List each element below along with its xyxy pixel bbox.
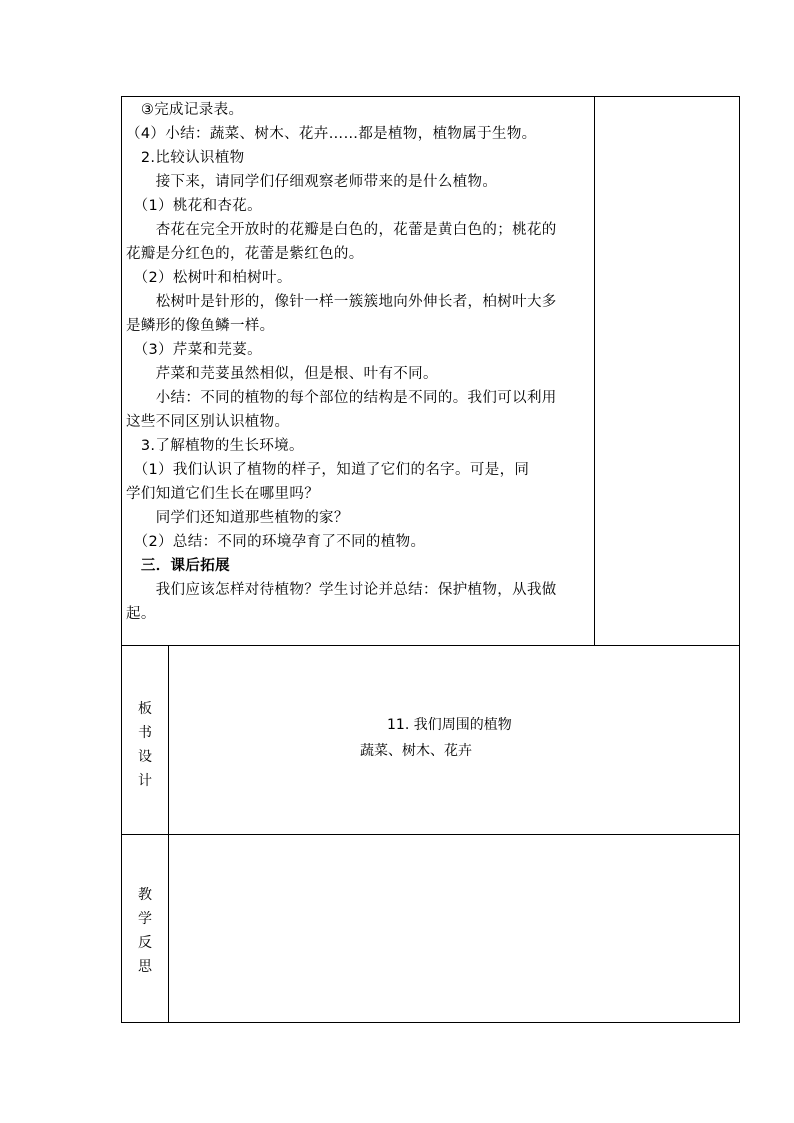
paragraph: 芹菜和芫荽虽然相似，但是根、叶有不同。 xyxy=(126,366,438,382)
label-char: 反 xyxy=(138,935,152,951)
paragraph: （3）芹菜和芫荽。 xyxy=(126,342,262,358)
paragraph: （1）我们认识了植物的样子，知道了它们的名字。可是，同 xyxy=(126,462,530,478)
board-title: 11. 我们周围的植物 xyxy=(387,717,512,733)
paragraph: 是鳞形的像鱼鳞一样。 xyxy=(126,318,275,334)
paragraph: 接下来，请同学们仔细观察老师带来的是什么植物。 xyxy=(126,174,498,190)
table-left-border xyxy=(121,96,122,1023)
table-top-border xyxy=(121,96,740,97)
row-divider-board xyxy=(121,645,740,646)
paragraph: 这些不同区别认识植物。 xyxy=(126,414,290,430)
paragraph: （2）松树叶和柏树叶。 xyxy=(126,270,292,286)
label-char: 计 xyxy=(138,773,152,789)
paragraph: 我们应该怎样对待植物？学生讨论并总结：保护植物，从我做 xyxy=(126,582,557,598)
section-heading: 2.比较认识植物 xyxy=(126,150,245,166)
paragraph: 同学们还知道那些植物的家？ xyxy=(126,510,349,526)
label-char: 学 xyxy=(138,911,152,927)
paragraph: 松树叶是针形的，像针一样一簇簇地向外伸长者，柏树叶大多 xyxy=(126,294,557,310)
paragraph: 小结：不同的植物的每个部位的结构是不同的。我们可以利用 xyxy=(126,390,557,406)
label-column-divider xyxy=(168,645,169,1023)
table-bottom-border xyxy=(121,1022,740,1023)
section-heading: 3.了解植物的生长环境。 xyxy=(126,438,304,454)
section-heading-bold: 三．课后拓展 xyxy=(126,558,230,574)
label-char: 设 xyxy=(138,749,152,765)
table-right-border xyxy=(739,96,740,1023)
paragraph: （2）总结：不同的环境孕育了不同的植物。 xyxy=(126,534,426,550)
row-divider-reflection xyxy=(121,834,740,835)
board-subtitle: 蔬菜、树木、花卉 xyxy=(360,743,472,759)
label-char: 书 xyxy=(138,725,152,741)
paragraph: （1）桃花和杏花。 xyxy=(126,198,262,214)
label-char: 教 xyxy=(138,887,152,903)
label-char: 板 xyxy=(138,701,152,717)
label-char: 思 xyxy=(138,959,152,975)
paragraph: （4）小结：蔬菜、树木、花卉……都是植物，植物属于生物。 xyxy=(126,126,537,142)
content-right-divider xyxy=(594,96,595,646)
paragraph: ③完成记录表。 xyxy=(126,102,244,118)
paragraph: 杏花在完全开放时的花瓣是白色的，花蕾是黄白色的；桃花的 xyxy=(126,222,557,238)
paragraph: 学们知道它们生长在哪里吗？ xyxy=(126,486,320,502)
paragraph: 花瓣是分红色的，花蕾是紫红色的。 xyxy=(126,246,364,262)
paragraph: 起。 xyxy=(126,606,156,622)
